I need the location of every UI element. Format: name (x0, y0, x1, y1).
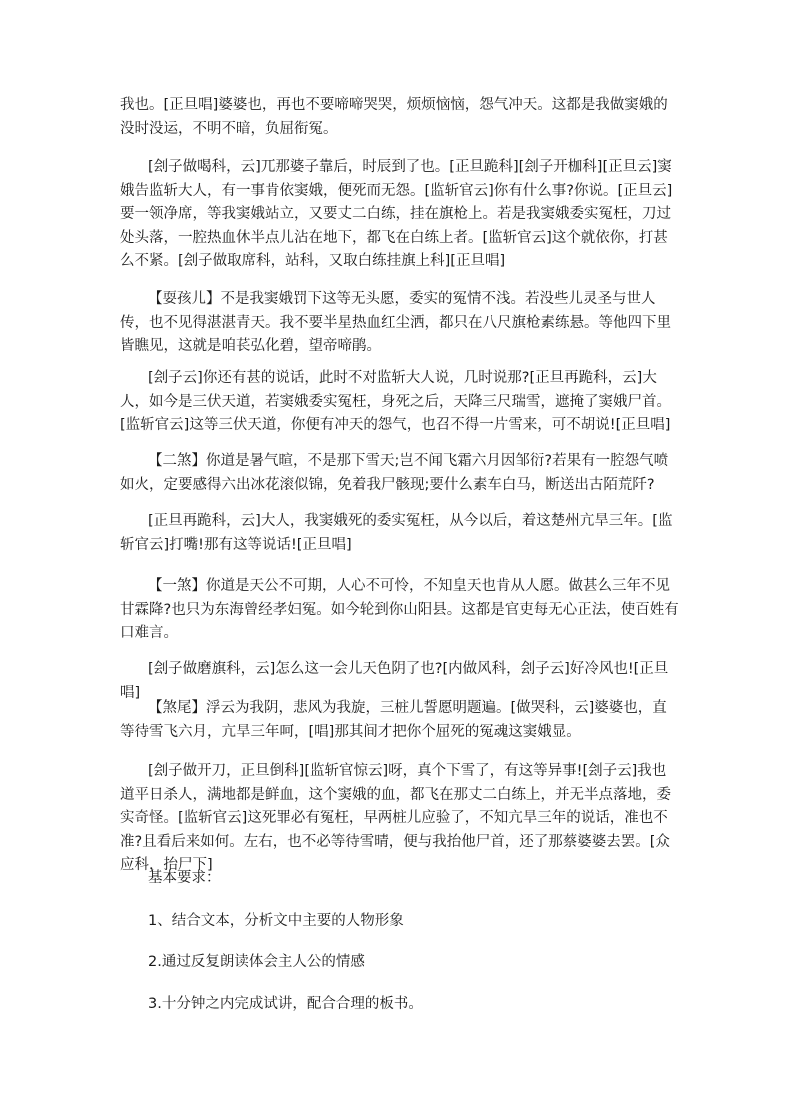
requirement-item-1: 1、结合文本，分析文中主要的人物形象 (148, 913, 404, 929)
paragraph-4: [刽子云]你还有甚的说话，此时不对监斩大人说，几时说那?[正旦再跪科，云]大人，如今是三伏天道，若窦娥委实冤枉，身死之后，天降三尺瑞雪，遮掩了窦娥尸首。[监斩官云]这等三伏天道，你便有冲天的怨气，也召不得一片雪来，可不胡说![正旦唱] (120, 370, 671, 433)
paragraph-8: [刽子做磨旗科，云]怎么这一会儿天色阴了也?[内做风科，刽子云]好冷风也![正旦唱] (120, 661, 669, 701)
paragraph-2: [刽子做喝科，云]兀那婆子靠后，时辰到了也。[正旦跪科][刽子开枷科][正旦云]窦娥告监斩大人，有一事肯依窦娥，便死而无怨。[监斩官云]你有什么事?你说。[正旦云]要一领净席，等我窦娥站立，又要丈二白练，挂在旗枪上。若是我窦娥委实冤枉，刀过处头落，一腔热血休半点儿沾在地下，都飞在白练上者。[监斩官云]这个就依你，打甚么不紧。[刽子做取席科，站科，又取白练挂旗上科][正旦唱] (120, 159, 673, 269)
requirement-item-2: 2.通过反复朗读体会主人公的情感 (148, 954, 365, 970)
paragraph-10: [刽子做开刀，正旦倒科][监斩官惊云]呀，真个下雪了，有这等异事![刽子云]我也道平日杀人，满地都是鲜血，这个窦娥的血，都飞在那丈二白练上，并无半点落地，委实奇怪。[监斩官云]这死罪必有冤枉，早两桩儿应验了，不知亢旱三年的说话，准也不准?且看后来如何。左右，也不必等待雪晴，便与我抬他尸首，还了那蔡婆婆去罢。[众应科，抬尸下] (120, 763, 671, 873)
paragraph-5: 【二煞】你道是暑气暄，不是那下雪天;岂不闻飞霜六月因邹衍?若果有一腔怨气喷如火，定要感得六出冰花滚似锦，免着我尸骸现;要什么素车白马，断送出古陌荒阡? (120, 453, 669, 493)
requirements-heading: 基本要求： (148, 870, 221, 886)
paragraph-9: 【煞尾】浮云为我阴，悲风为我旋，三桩儿誓愿明题遍。[做哭科，云]婆婆也，直等待雪飞六月，亢旱三年呵，[唱]那其间才把你个屈死的冤魂这窦娥显。 (120, 700, 667, 740)
paragraph-3: 【耍孩儿】不是我窦娥罚下这等无头愿，委实的冤情不浅。若没些儿灵圣与世人传，也不见得湛湛青天。我不要半星热血红尘洒，都只在八尺旗枪素练悬。等他四下里皆瞧见，这就是咱苌弘化碧，望帝啼鹃。 (120, 291, 671, 354)
requirement-item-3: 3.十分钟之内完成试讲，配合合理的板书。 (148, 996, 423, 1012)
paragraph-7: 【一煞】你道是天公不可期，人心不可怜，不知皇天也肯从人愿。做甚么三年不见甘霖降?也只为东海曾经孝妇冤。如今轮到你山阳县。这都是官吏每无心正法，使百姓有口难言。 (120, 578, 679, 641)
paragraph-6: [正旦再跪科，云]大人，我窦娥死的委实冤枉，从今以后，着这楚州亢旱三年。[监斩官云]打嘴!那有这等说话![正旦唱] (120, 513, 673, 553)
paragraph-1: 我也。[正旦唱]婆婆也，再也不要啼啼哭哭，烦烦恼恼，怨气冲天。这都是我做窦娥的没时没运，不明不暗，负屈衔冤。 (120, 97, 668, 137)
